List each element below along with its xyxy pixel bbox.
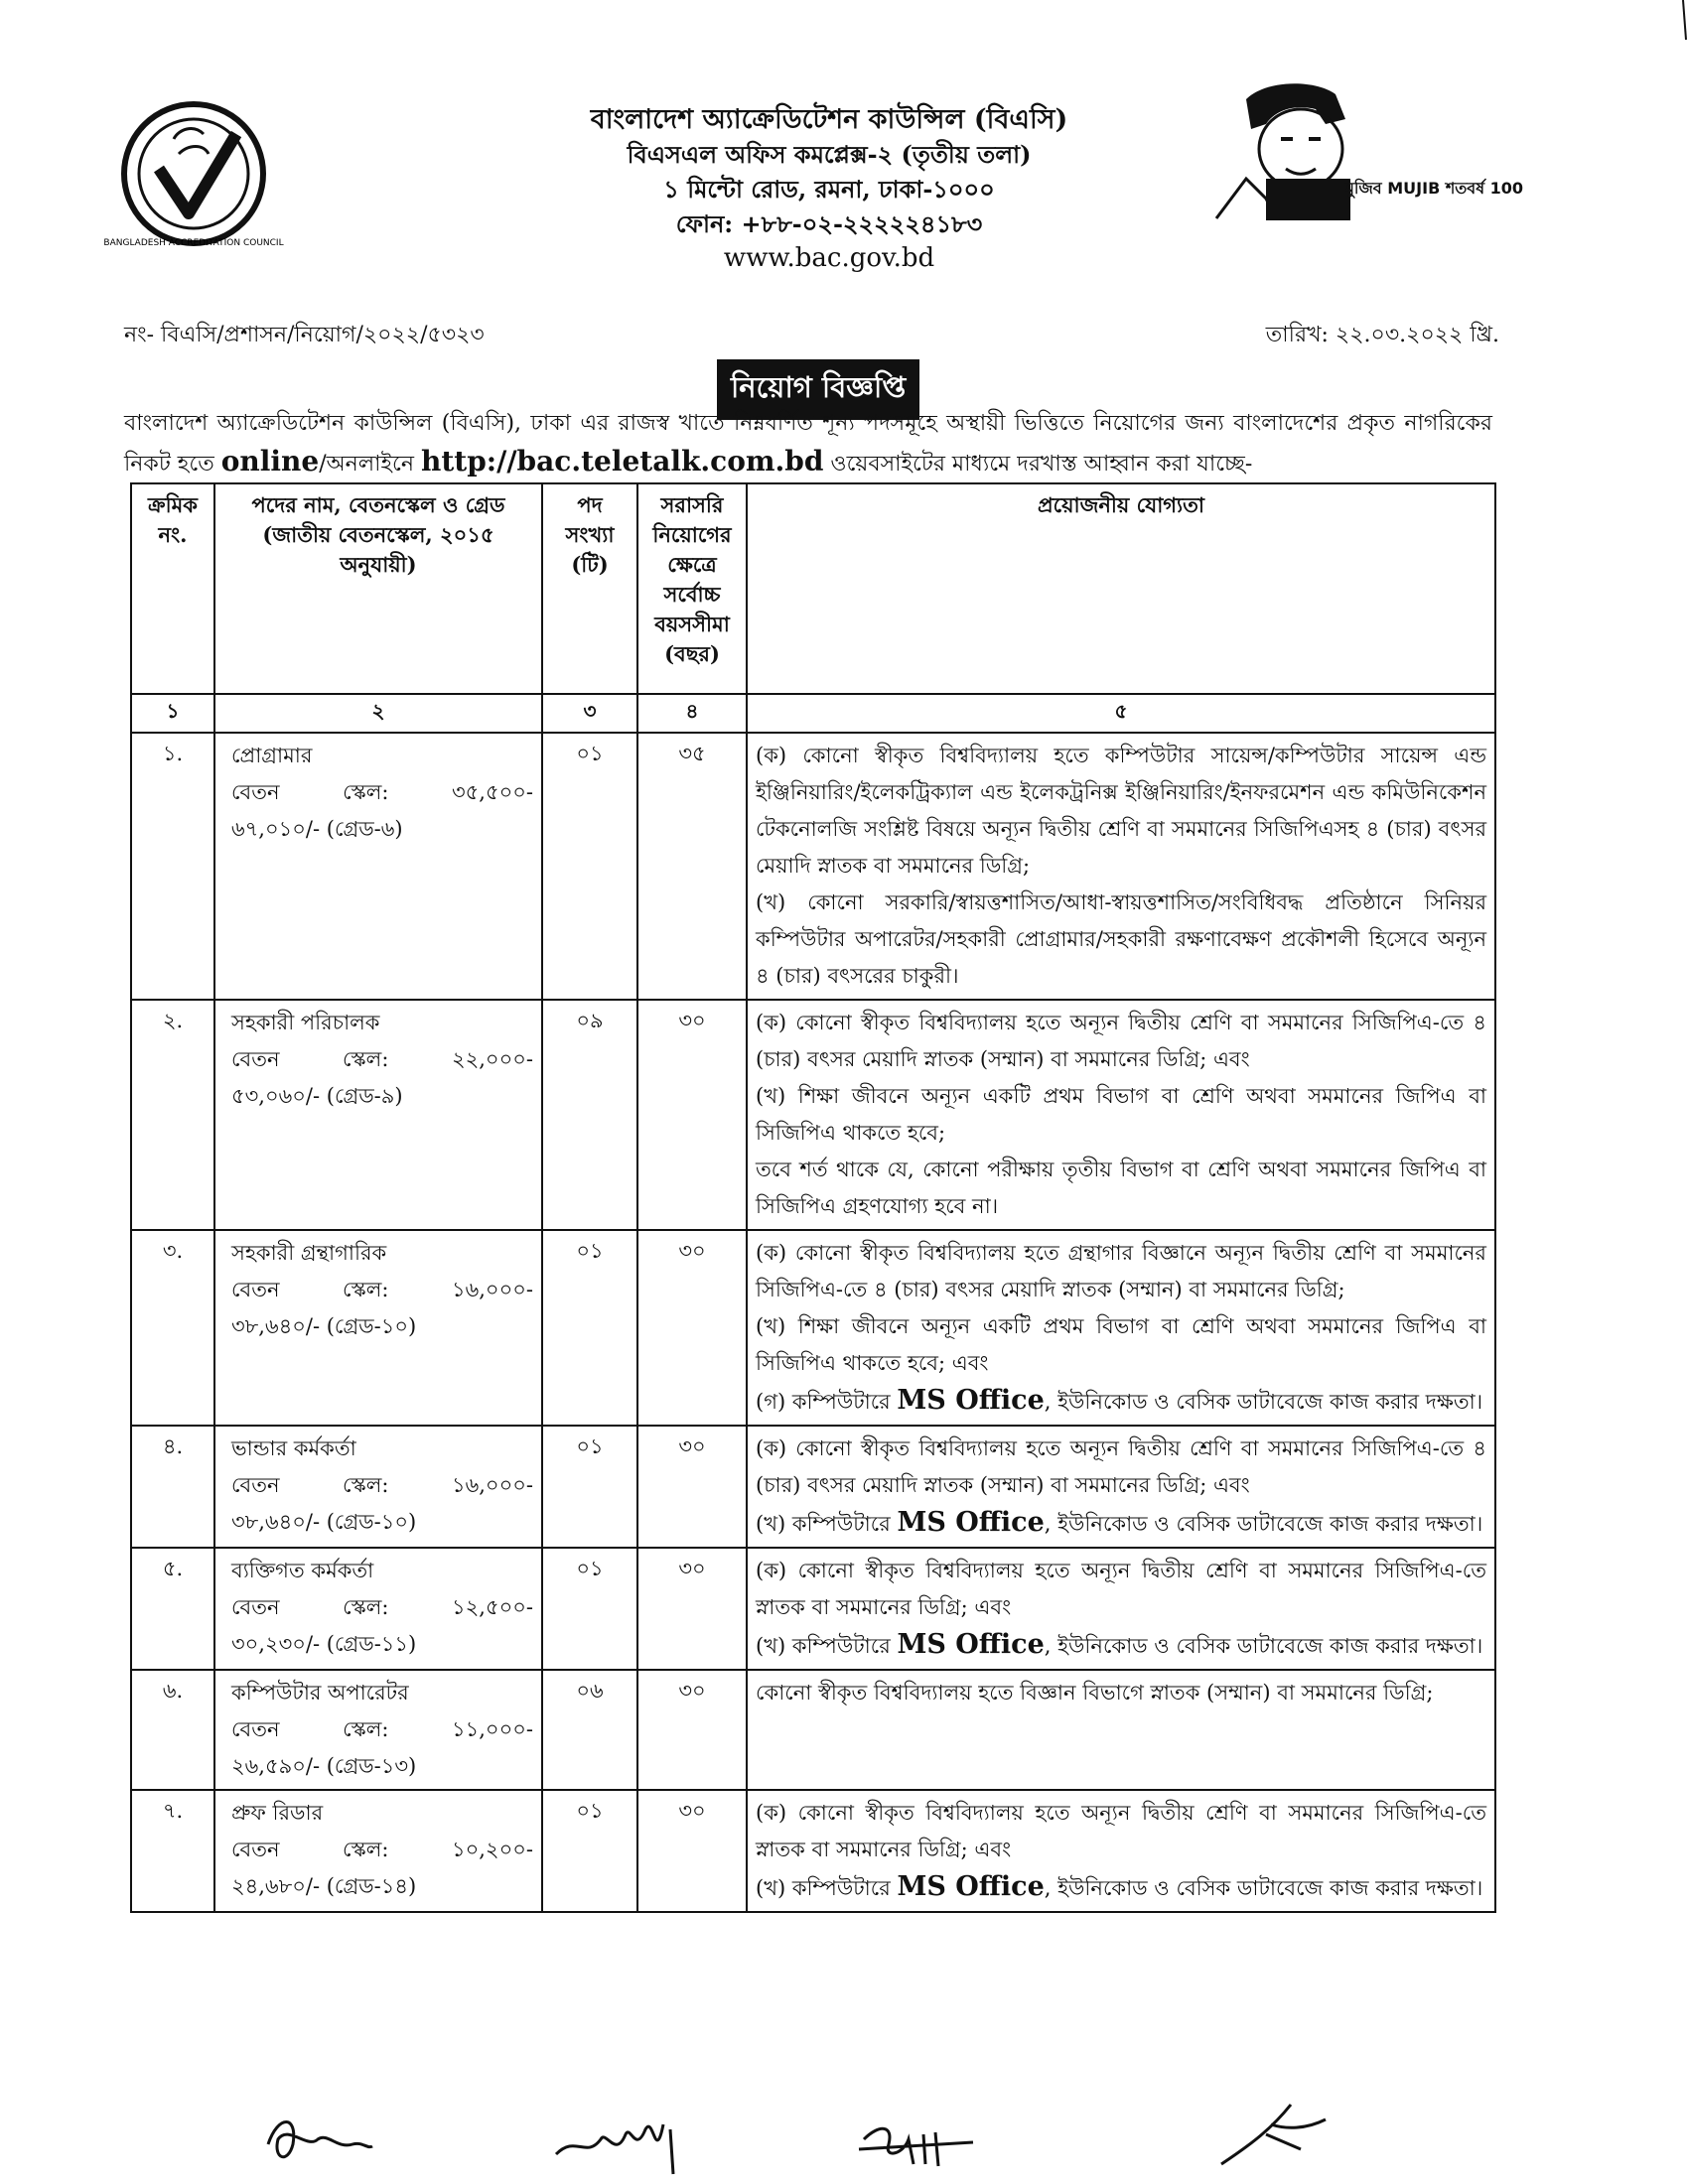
row-post — [214, 1000, 542, 1230]
table-row — [131, 1426, 1495, 1548]
table-row — [131, 1670, 1495, 1790]
qual-ms-post: , ইউনিকোড ও বেসিক ডাটাবেজে কাজ করার দক্ষতা। — [1044, 1512, 1483, 1536]
signature-2 — [546, 2105, 685, 2179]
row-post — [214, 1548, 542, 1670]
qual-ms-pre: (খ) কম্পিউটারে — [756, 1634, 898, 1658]
row-post — [214, 1230, 542, 1426]
qualification-item — [756, 1504, 1486, 1543]
row-qualification — [747, 733, 1495, 1000]
scale-start: ১০,২০০- — [451, 1838, 533, 1861]
qualification-item — [756, 1382, 1486, 1421]
post-name: প্রুফ রিডার — [231, 1801, 324, 1825]
post-name: প্রোগ্রামার — [231, 744, 313, 767]
qual-ms-post: , ইউনিকোড ও বেসিক ডাটাবেজে কাজ করার দক্ষতা। — [1044, 1390, 1483, 1414]
qual-ms-pre: (গ) কম্পিউটারে — [756, 1390, 898, 1414]
bac-logo — [103, 99, 284, 248]
table-row — [131, 1790, 1495, 1912]
row-serial: ১. — [131, 733, 214, 1000]
row-age: ৩০ — [637, 1426, 747, 1548]
row-qualification — [747, 1548, 1495, 1670]
scale-mid: স্কেল: — [343, 780, 389, 804]
row-serial: ৫. — [131, 1548, 214, 1670]
scale-end: ৩০,২৩০/- (গ্রেড-১১) — [231, 1632, 417, 1656]
address-line-2: ১ মিন্টো রোড, রমনা, ঢাকা-১০০০ — [663, 175, 995, 204]
row-count: ০১ — [542, 1790, 637, 1912]
col-number: ১ — [131, 694, 214, 733]
intro-text-1: বাংলাদেশ অ্যাক্রেডিটেশন কাউন্সিল (বিএসি), ঢাকা এর রাজস্ব খাতে নিম্নবর্ণিত শূন্য পদসমূহে অস্থায়ী ভিত্তিতে নিয়োগের জন্য বাংলাদেশের প্রকৃত নাগরিকের নিকট হতে — [124, 411, 1492, 477]
scale-label: বেতন — [231, 1717, 280, 1741]
signature-1 — [258, 2105, 377, 2174]
qualification-item — [756, 1868, 1486, 1907]
pay-scale — [231, 1711, 533, 1748]
row-serial: ৬. — [131, 1670, 214, 1790]
scale-mid: স্কেল: — [343, 1278, 389, 1301]
row-post — [214, 733, 542, 1000]
signature-4 — [1211, 2090, 1331, 2169]
scale-mid: স্কেল: — [343, 1717, 389, 1741]
intro-paragraph — [124, 405, 1492, 483]
org-name: বাংলাদেশ অ্যাক্রেডিটেশন কাউন্সিল (বিএসি) — [590, 104, 1068, 135]
row-count: ০৯ — [542, 1000, 637, 1230]
column-number-row — [131, 694, 1495, 733]
signature-3 — [854, 2105, 983, 2174]
qualification-item: (ক) কোনো স্বীকৃত বিশ্ববিদ্যালয় হতে কম্পিউটার সায়েন্স/কম্পিউটার সায়েন্স এন্ড ইঞ্জিনিয়ারিং/ইলেকট্রিক্যাল এন্ড ইলেকট্রনিক্স ইঞ্জিনিয়ারিং/ইনফরমেশন এন্ড কমিউনিকেশন টেকনোলজি সংশ্লিষ্ট বিষয়ে অন্যূন দ্বিতীয় শ্রেণি বা সমমানের সিজিপিএসহ ৪ (চার) বৎসর মেয়াদি স্নাতক বা সমমানের ডিগ্রি; — [756, 744, 1486, 878]
scale-start: ১৬,০০০- — [451, 1473, 533, 1497]
scale-label: বেতন — [231, 1278, 280, 1301]
scale-end: ২৬,৫৯০/- (গ্রেড-১৩) — [231, 1754, 417, 1778]
row-age: ৩০ — [637, 1670, 747, 1790]
qualification-item: (ক) কোনো স্বীকৃত বিশ্ববিদ্যালয় হতে অন্যূন দ্বিতীয় শ্রেণি বা সমমানের সিজিপিএ-তে স্নাতক বা সমমানের ডিগ্রি; এবং — [756, 1559, 1486, 1619]
notice-title: নিয়োগ বিজ্ঞপ্তি — [717, 359, 919, 420]
row-serial: ৩. — [131, 1230, 214, 1426]
pay-scale — [231, 1041, 533, 1078]
table-row — [131, 733, 1495, 1000]
row-age: ৩০ — [637, 1000, 747, 1230]
row-count: ০৬ — [542, 1670, 637, 1790]
qual-ms-pre: (খ) কম্পিউটারে — [756, 1512, 898, 1536]
row-post — [214, 1426, 542, 1548]
mujib-text: মুজিব MUJIB শতবর্ষ 100 — [1345, 179, 1524, 198]
scale-mid: স্কেল: — [343, 1595, 389, 1619]
post-name: কম্পিউটার অপারেটর — [231, 1681, 409, 1705]
row-post — [214, 1790, 542, 1912]
col-number: ৩ — [542, 694, 637, 733]
scale-end: ২৪,৬৮০/- (গ্রেড-১৪) — [231, 1874, 417, 1898]
ms-office-text: MS Office — [897, 1629, 1045, 1660]
qual-ms-pre: (খ) কম্পিউটারে — [756, 1876, 898, 1900]
col-header-age: সরাসরি নিয়োগের ক্ষেত্রে সর্বোচ্চ বয়সসীমা (বছর) — [637, 483, 747, 694]
intro-text-2: /অনলাইনে — [319, 452, 421, 477]
logo-text: BANGLADESH ACCREDITATION COUNCIL — [103, 238, 284, 248]
row-age: ৩০ — [637, 1548, 747, 1670]
col-header-count: পদ সংখ্যা (টি) — [542, 483, 637, 694]
row-age: ৩৫ — [637, 733, 747, 1000]
ms-office-text: MS Office — [897, 1871, 1045, 1902]
table-row — [131, 1000, 1495, 1230]
scale-label: বেতন — [231, 1838, 280, 1861]
qual-ms-post: , ইউনিকোড ও বেসিক ডাটাবেজে কাজ করার দক্ষতা। — [1044, 1876, 1483, 1900]
row-age: ৩০ — [637, 1790, 747, 1912]
qualification-item: তবে শর্ত থাকে যে, কোনো পরীক্ষায় তৃতীয় বিভাগ বা শ্রেণি অথবা সমমানের জিপিএ বা সিজিপিএ গ্রহণযোগ্য হবে না। — [756, 1158, 1486, 1218]
table-header-row — [131, 483, 1495, 694]
post-name: সহকারী পরিচালক — [231, 1011, 380, 1034]
intro-text-3: ওয়েবসাইটের মাধ্যমে দরখাস্ত আহ্বান করা যাচ্ছে- — [823, 452, 1253, 477]
website-link[interactable]: www.bac.gov.bd — [723, 243, 935, 273]
post-name: ভান্ডার কর্মকর্তা — [231, 1436, 356, 1460]
pay-scale — [231, 1272, 533, 1308]
col-header-post: পদের নাম, বেতনস্কেল ও গ্রেড (জাতীয় বেতনস্কেল, ২০১৫ অনুযায়ী) — [214, 483, 542, 694]
scale-start: ১৬,০০০- — [451, 1278, 533, 1301]
scale-label: বেতন — [231, 1595, 280, 1619]
scale-end: ৬৭,০১০/- (গ্রেড-৬) — [231, 817, 403, 841]
col-number: ৪ — [637, 694, 747, 733]
qualification-item: (খ) শিক্ষা জীবনে অন্যূন একটি প্রথম বিভাগ বা শ্রেণি অথবা সমমানের জিপিএ বা সিজিপিএ থাকতে হবে; — [756, 1084, 1486, 1145]
table-row — [131, 1230, 1495, 1426]
qualification-item — [756, 1626, 1486, 1665]
scale-start: ২২,০০০- — [451, 1047, 533, 1071]
scale-label: বেতন — [231, 780, 280, 804]
mujib-100-logo — [1206, 79, 1524, 223]
row-qualification — [747, 1426, 1495, 1548]
address-line-1: বিএসএল অফিস কমপ্লেক্স-২ (তৃতীয় তলা) — [627, 140, 1032, 169]
qualification-item: (খ) কোনো সরকারি/স্বায়ত্তশাসিত/আধা-স্বায়ত্তশাসিত/সংবিধিবদ্ধ প্রতিষ্ঠানে সিনিয়র কম্পিউটার অপারেটর/সহকারী প্রোগ্রামার/সহকারী রক্ষণাবেক্ষণ প্রকৌশলী হিসেবে অন্যূন ৪ (চার) বৎসরের চাকুরী। — [756, 890, 1486, 988]
row-qualification — [747, 1670, 1495, 1790]
qualification-item: (ক) কোনো স্বীকৃত বিশ্ববিদ্যালয় হতে অন্যূন দ্বিতীয় শ্রেণি বা সমমানের সিজিপিএ-তে ৪ (চার) বৎসর মেয়াদি স্নাতক (সম্মান) বা সমমানের ডিগ্রি; এবং — [756, 1436, 1486, 1497]
ms-office-text: MS Office — [897, 1507, 1045, 1538]
row-serial: ২. — [131, 1000, 214, 1230]
scale-mid: স্কেল: — [343, 1838, 389, 1861]
scan-specks — [1658, 0, 1688, 60]
row-count: ০১ — [542, 1548, 637, 1670]
qualification-item: (ক) কোনো স্বীকৃত বিশ্ববিদ্যালয় হতে অন্যূন দ্বিতীয় শ্রেণি বা সমমানের সিজিপিএ-তে ৪ (চার) বৎসর মেয়াদি স্নাতক (সম্মান) বা সমমানের ডিগ্রি; এবং — [756, 1011, 1486, 1071]
scale-mid: স্কেল: — [343, 1473, 389, 1497]
scale-start: ১১,০০০- — [452, 1717, 533, 1741]
scale-label: বেতন — [231, 1047, 280, 1071]
posts-table — [130, 482, 1496, 1913]
row-count: ০১ — [542, 1426, 637, 1548]
qualification-item: (ক) কোনো স্বীকৃত বিশ্ববিদ্যালয় হতে গ্রন্থাগার বিজ্ঞানে অন্যূন দ্বিতীয় শ্রেণি বা সমমানের সিজিপিএ-তে ৪ (চার) বৎসর মেয়াদি স্নাতক (সম্মান) বা সমমানের ডিগ্রি; — [756, 1241, 1486, 1301]
scale-start: ৩৫,৫০০- — [452, 780, 533, 804]
qualification-item: কোনো স্বীকৃত বিশ্ববিদ্যালয় হতে বিজ্ঞান বিভাগে স্নাতক (সম্মান) বা সমমানের ডিগ্রি; — [756, 1681, 1434, 1705]
post-name: সহকারী গ্রন্থাগারিক — [231, 1241, 387, 1265]
pay-scale — [231, 774, 533, 811]
col-header-serial: ক্রমিক নং. — [131, 483, 214, 694]
memo-date: তারিখ: ২২.০৩.২০২২ খ্রি. — [1265, 323, 1499, 347]
pay-scale — [231, 1467, 533, 1504]
post-name: ব্যক্তিগত কর্মকর্তা — [231, 1559, 374, 1582]
phone-number: ফোন: +৮৮-০২-২২২২২৪১৮৩ — [675, 209, 983, 238]
row-count: ০১ — [542, 733, 637, 1000]
scale-mid: স্কেল: — [343, 1047, 389, 1071]
scale-end: ৫৩,০৬০/- (গ্রেড-৯) — [231, 1084, 403, 1108]
row-serial: ৭. — [131, 1790, 214, 1912]
ms-office-text: MS Office — [897, 1385, 1045, 1416]
row-qualification — [747, 1230, 1495, 1426]
row-serial: ৪. — [131, 1426, 214, 1548]
table-row — [131, 1548, 1495, 1670]
qual-ms-post: , ইউনিকোড ও বেসিক ডাটাবেজে কাজ করার দক্ষতা। — [1044, 1634, 1483, 1658]
memo-number: নং- বিএসি/প্রশাসন/নিয়োগ/২০২২/৫৩২৩ — [124, 323, 485, 347]
row-post — [214, 1670, 542, 1790]
scale-end: ৩৮,৬৪০/- (গ্রেড-১০) — [231, 1314, 417, 1338]
col-header-qualification: প্রয়োজনীয় যোগ্যতা — [747, 483, 1495, 694]
application-url[interactable]: http://bac.teletalk.com.bd — [420, 445, 824, 478]
row-qualification — [747, 1790, 1495, 1912]
col-number: ২ — [214, 694, 542, 733]
scale-end: ৩৮,৬৪০/- (গ্রেড-১০) — [231, 1510, 417, 1534]
qualification-item: (ক) কোনো স্বীকৃত বিশ্ববিদ্যালয় হতে অন্যূন দ্বিতীয় শ্রেণি বা সমমানের সিজিপিএ-তে স্নাতক বা সমমানের ডিগ্রি; এবং — [756, 1801, 1486, 1861]
row-age: ৩০ — [637, 1230, 747, 1426]
col-number: ৫ — [747, 694, 1495, 733]
intro-online: online — [220, 445, 320, 478]
qualification-item: (খ) শিক্ষা জীবনে অন্যূন একটি প্রথম বিভাগ বা শ্রেণি অথবা সমমানের জিপিএ বা সিজিপিএ থাকতে হবে; এবং — [756, 1314, 1486, 1375]
scale-label: বেতন — [231, 1473, 280, 1497]
scale-start: ১২,৫০০- — [452, 1595, 533, 1619]
pay-scale — [231, 1832, 533, 1868]
row-count: ০১ — [542, 1230, 637, 1426]
pay-scale — [231, 1589, 533, 1626]
row-qualification — [747, 1000, 1495, 1230]
